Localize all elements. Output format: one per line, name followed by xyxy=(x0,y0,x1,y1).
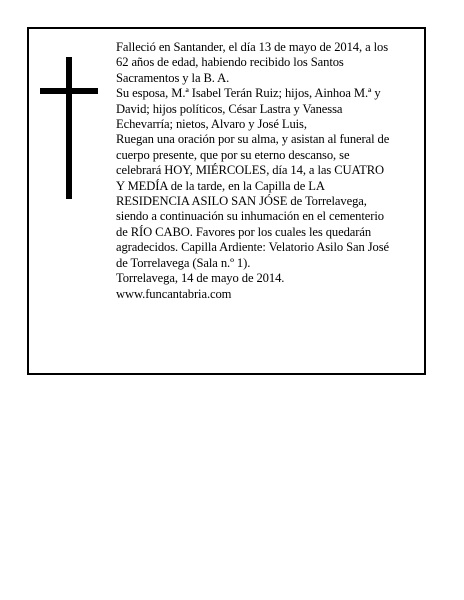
notice-line: Su esposa, M.ª Isabel Terán Ruiz; hijos, Ainhoa M.ª y xyxy=(116,86,381,101)
notice-line: David; hijos políticos, César Lastra y Vanessa xyxy=(116,101,343,116)
notice-line: de RÍO CABO. Favores por los cuales les quedarán xyxy=(116,224,372,239)
notice-line: agradecidos. Capilla Ardiente: Velatorio Asilo San José xyxy=(116,240,390,255)
notice-line: celebrará HOY, MIÉRCOLES, día 14, a las CUATRO xyxy=(116,163,384,178)
notice-line: siendo a continuación su inhumación en el cementerio xyxy=(116,209,384,224)
notice-line: Sacramentos y la B. A. xyxy=(116,70,230,85)
notice-line: de Torrelavega (Sala n.º 1). xyxy=(116,255,251,270)
cross-icon xyxy=(40,57,98,199)
notice-line: RESIDENCIA ASILO SAN JÓSE de Torrelavega, xyxy=(116,194,367,209)
website-link-text: www.funcantabria.com xyxy=(116,286,232,301)
notice-line: Echevarría; nietos, Alvaro y José Luis, xyxy=(116,117,307,132)
notice-line: 62 años de edad, habiendo recibido los Santos xyxy=(116,55,344,70)
cross-horizontal-bar xyxy=(40,88,98,94)
notice-line: Ruegan una oración por su alma, y asistan al funeral de xyxy=(116,132,390,147)
obituary-notice xyxy=(27,27,426,375)
notice-line: Torrelavega, 14 de mayo de 2014. xyxy=(116,271,285,286)
obituary-text xyxy=(116,40,419,302)
cross-vertical-bar xyxy=(66,57,72,199)
notice-line: Y MEDÍA de la tarde, en la Capilla de LA xyxy=(116,178,325,193)
notice-line: Falleció en Santander, el día 13 de mayo de 2014, a los xyxy=(116,40,389,54)
notice-line: cuerpo presente, que por su eterno descanso, se xyxy=(116,147,350,162)
